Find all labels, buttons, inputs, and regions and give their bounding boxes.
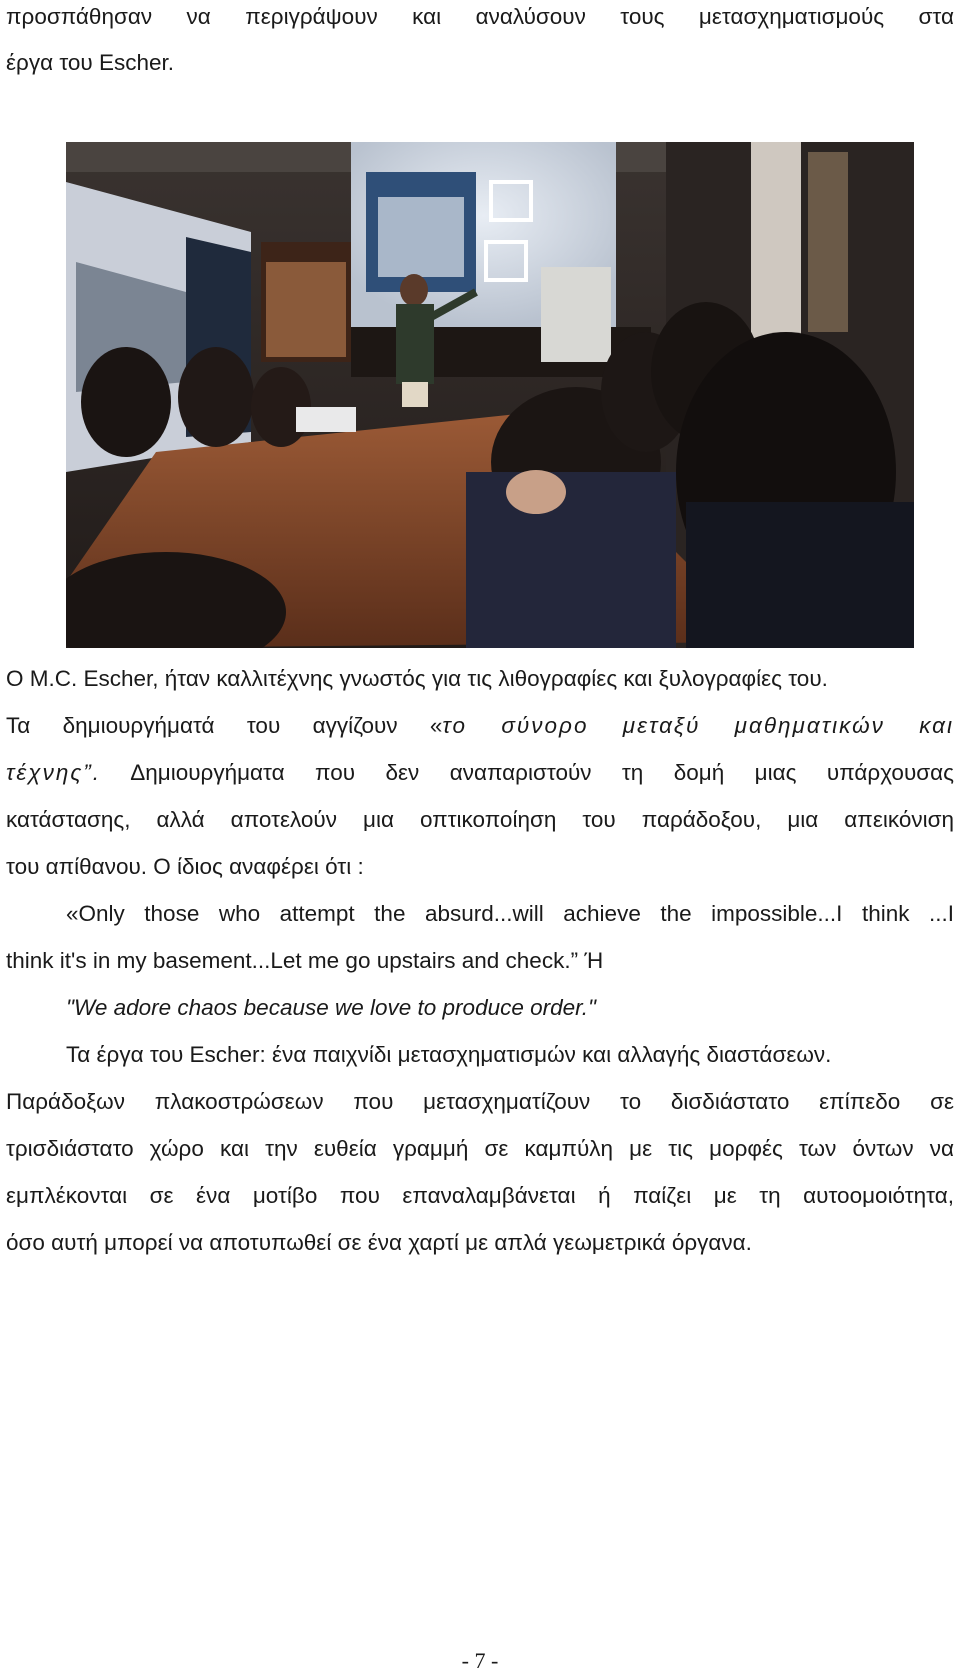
paragraph1-line-5: του απίθανου. Ο ίδιος αναφέρει ότι : [6, 854, 364, 879]
paragraph1-line-2-start: Τα δημιουργήματά του αγγίζουν « [6, 713, 443, 738]
paragraph2-line-3: τρισδιάστατο χώρο και την ευθεία γραμμή σε καμπύλη με τις μορφές των όντων να [6, 1136, 954, 1161]
quote1-line-2-start: think it's in my basement...Let me go upstairs and check. [6, 948, 571, 973]
paragraph2-line-5: όσο αυτή μπορεί να αποτυπωθεί σε ένα χαρτί με απλά γεωμετρικά όργανα. [6, 1230, 752, 1255]
paragraph1-line-1: Ο M.C. Escher, ήταν καλλιτέχνης γνωστός για τις λιθογραφίες και ξυλογραφίες του. [6, 666, 828, 691]
quote2: "We adore chaos because we love to produce order." [66, 995, 597, 1020]
lecture-room-photo [66, 142, 914, 648]
paragraph2-line-1: Τα έργα του Escher: ένα παιχνίδι μετασχηματισμών και αλλαγής διαστάσεων. [66, 1042, 832, 1067]
paragraph1-line-4: κατάστασης, αλλά αποτελούν μια οπτικοποίηση του παράδοξου, μια απεικόνιση [6, 807, 954, 832]
paragraph2-line-2: Παράδοξων πλακοστρώσεων που μετασχηματίζουν το δισδιάστατο επίπεδο σε [6, 1089, 954, 1114]
intro-line-1: προσπάθησαν να περιγράψουν και αναλύσουν τους μετασχηματισμούς στα [6, 4, 954, 29]
quote1-line-2-end: ” Ή [570, 948, 604, 973]
paragraph1-line-3-italic: τέχνης”. [6, 760, 102, 785]
paragraph1-line-3-rest: Δημιουργήματα που δεν αναπαριστούν τη δομή μιας υπάρχουσας [101, 760, 954, 785]
paragraph1-line-2 [6, 711, 954, 741]
photo-lecture-room-icon [66, 142, 914, 648]
paragraph1-line-3 [6, 758, 954, 788]
paragraph1-line-2-italic: το σύνορο μεταξύ μαθηματικών και [442, 713, 954, 738]
page-number: - 7 - [461, 1648, 499, 1673]
paragraph2-line-4: εμπλέκονται σε ένα μοτίβο που επαναλαμβάνεται ή παίζει με τη αυτοομοιότητα, [6, 1183, 954, 1208]
quote1-line-2 [6, 946, 954, 976]
quote1-line-1: «Only those who attempt the absurd...will achieve the impossible...I think ...I [66, 901, 954, 926]
intro-line-2: έργα του Escher. [6, 50, 175, 75]
